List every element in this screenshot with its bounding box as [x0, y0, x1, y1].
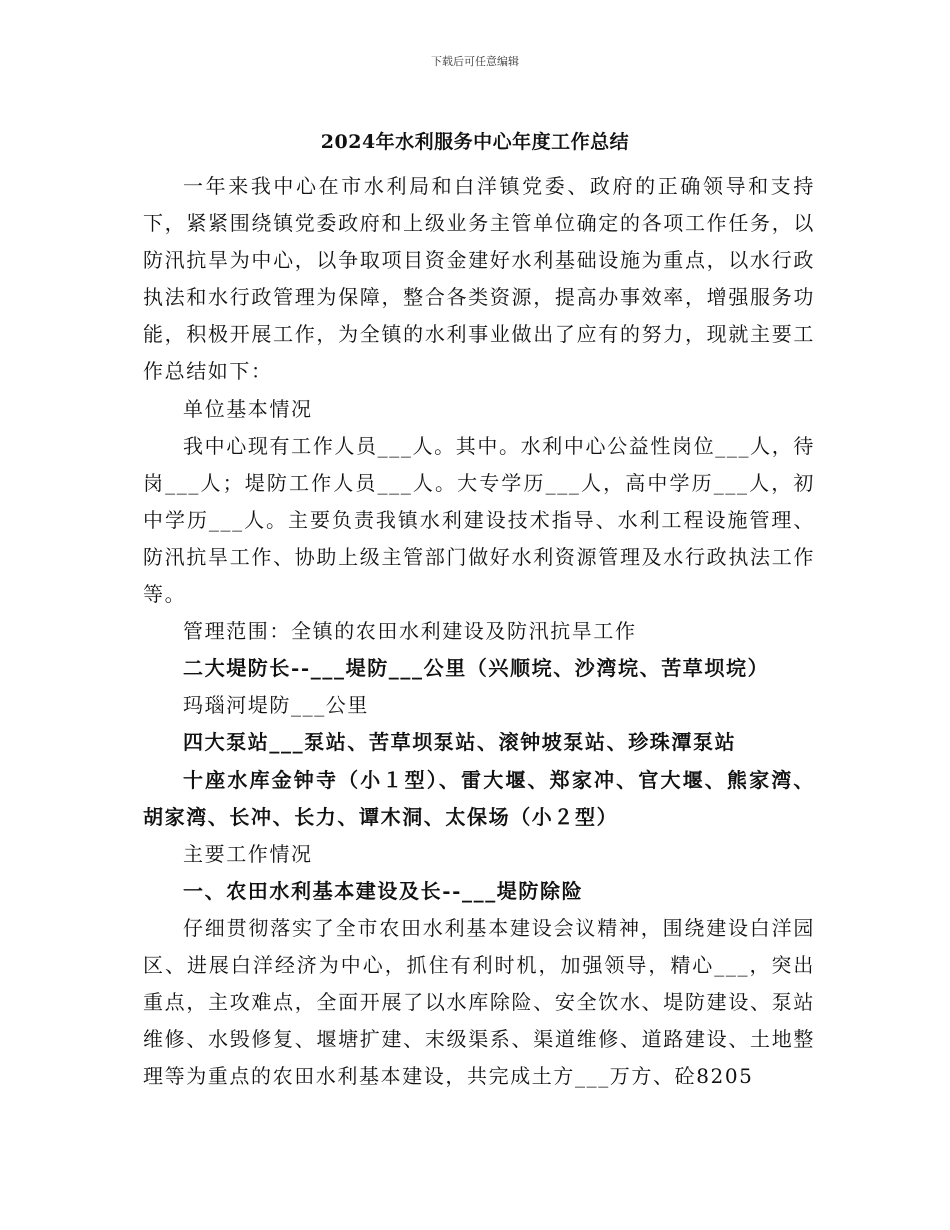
paragraph-intro: 一年来我中心在市水利局和白洋镇党委、政府的正确领导和支持下，紧紧围绕镇党委政府和上级业务主管单位确定的各项工作任务，以防汛抗旱为中心，以争取项目资金建好水利基础设施为重点，以水行政执法和水行政管理为保障，整合各类资源，提高办事效率，增强服务功能，积极开展工作，为全镇的水利事业做出了应有的努力，现就主要工作总结如下：: [143, 174, 815, 384]
document-title: 2024年水利服务中心年度工作总结: [320, 131, 630, 153]
paragraph-staff: 我中心现有工作人员___人。其中。水利中心公益性岗位___人，待岗___人；堤防工作人员___人。大专学历___人，高中学历___人，初中学历___人。主要负责我镇水利建设技术指导、水利工程设施管理、防汛抗旱工作、协助上级主管部门做好水利资源管理及水行政执法工作等。: [143, 433, 815, 607]
page-header-note: 下载后可任意编辑: [431, 55, 519, 68]
paragraph-reservoirs: 十座水库金钟寺（小１型）、雷大堰、郑家冲、官大堰、熊家湾、胡家湾、长冲、长力、谭木洞、太保场（小２型）: [143, 767, 815, 829]
paragraph-main-work: 主要工作情况: [183, 841, 313, 866]
paragraph-pump-stations: 四大泵站___泵站、苦草坝泵站、滚钟坡泵站、珍珠潭泵站: [183, 730, 737, 755]
paragraph-unit-basic: 单位基本情况: [183, 396, 313, 421]
paragraph-levees: 二大堤防长--___堤防___公里（兴顺垸、沙湾垸、苦草坝垸）: [183, 656, 770, 681]
paragraph-farmland-construction: 仔细贯彻落实了全市农田水利基本建设会议精神，围绕建设白洋园区、进展白洋经济为中心，抓住有利时机，加强领导，精心___，突出重点，主攻难点，全面开展了以水库除险、安全饮水、堤防建设、泵站维修、水毁修复、堰塘扩建、末级渠系、渠道维修、道路建设、土地整理等为重点的农田水利基本建设，共完成土方___万方、砼8205: [143, 915, 815, 1089]
paragraph-manao-levee: 玛瑙河堤防___公里: [183, 693, 369, 718]
document-body: [143, 168, 815, 1095]
section-heading-1: 一、农田水利基本建设及长--___堤防除险: [183, 878, 584, 903]
paragraph-scope: 管理范围：全镇的农田水利建设及防汛抗旱工作: [183, 619, 637, 644]
